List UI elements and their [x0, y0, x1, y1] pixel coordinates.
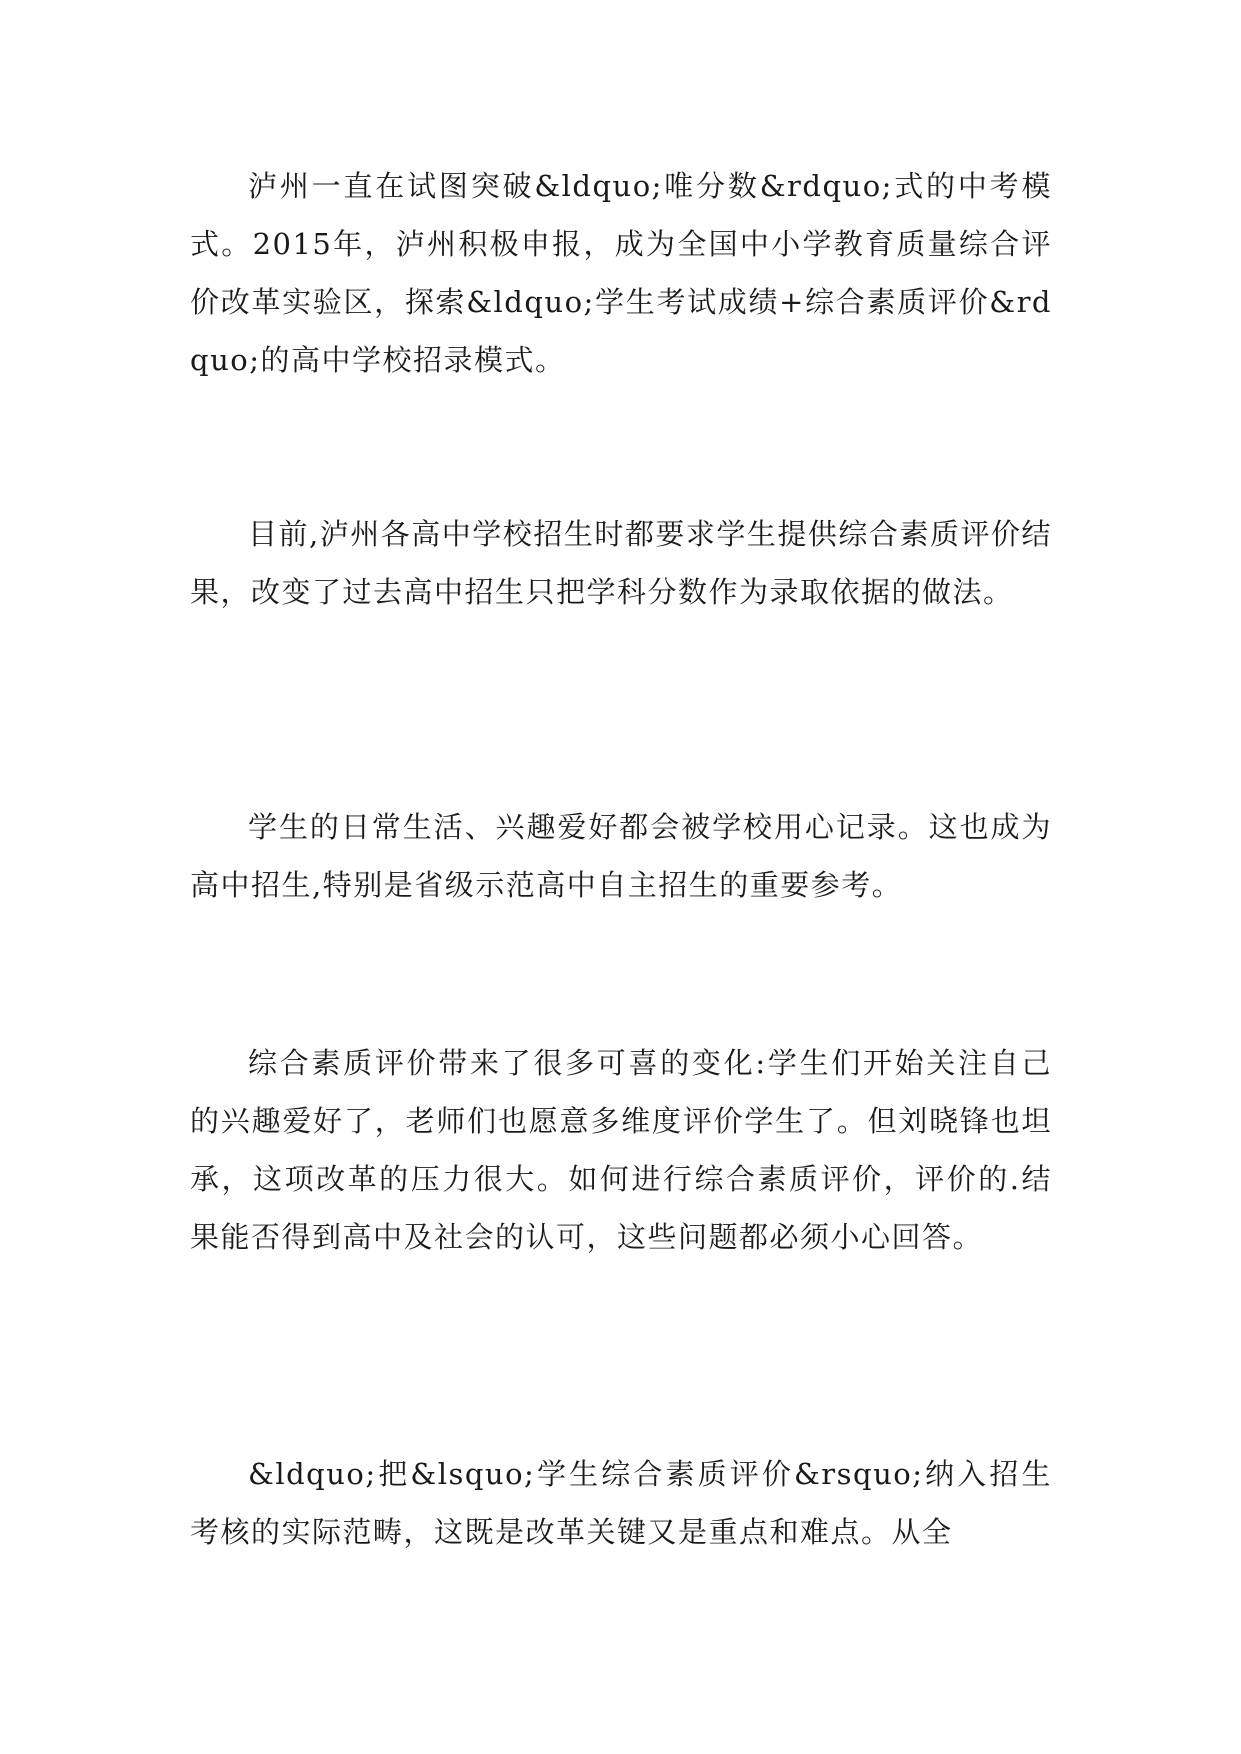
paragraph-3: 学生的日常生活、兴趣爱好都会被学校用心记录。这也成为高中招生,特别是省级示范高中自主招生的重要参考。 [190, 810, 1052, 902]
paragraph-2: 目前,泸州各高中学校招生时都要求学生提供综合素质评价结果，改变了过去高中招生只把学科分数作为录取依据的做法。 [190, 517, 1052, 609]
paragraph-5: &ldquo;把&lsquo;学生综合素质评价&rsquo;纳入招生考核的实际范畴，这既是改革关键又是重点和难点。从全 [190, 1457, 1052, 1549]
paragraph-4: 综合素质评价带来了很多可喜的变化:学生们开始关注自己的兴趣爱好了，老师们也愿意多维度评价学生了。但刘晓锋也坦承，这项改革的压力很大。如何进行综合素质评价，评价的.结果能否得到高中及社会的认可，这些问题都必须小心回答。 [190, 1046, 1052, 1254]
paragraph-1: 泸州一直在试图突破&ldquo;唯分数&rdquo;式的中考模式。2015年，泸州积极申报，成为全国中小学教育质量综合评价改革实验区，探索&ldquo;学生考试成绩+综合素质评价&rdquo;的高中学校招录模式。 [190, 169, 1052, 377]
